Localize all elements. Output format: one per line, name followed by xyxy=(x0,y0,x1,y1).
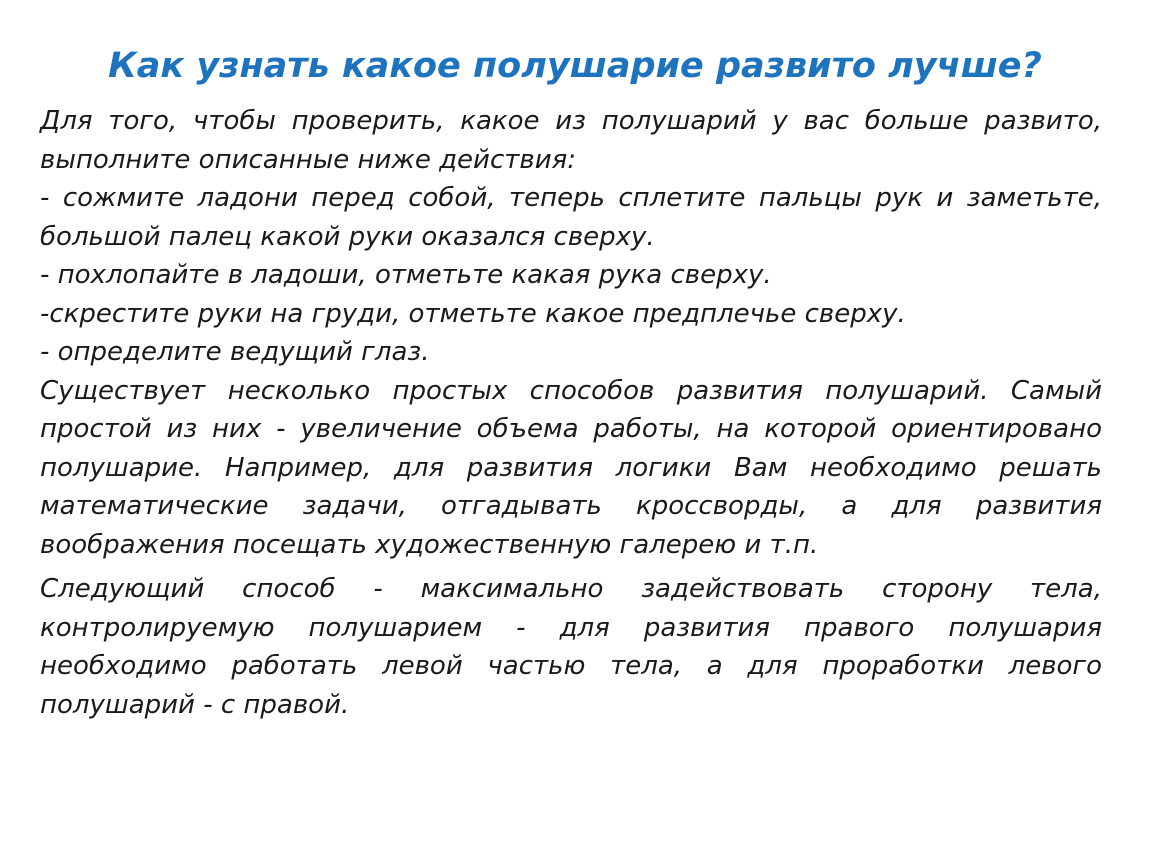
step-clap: - похлопайте в ладоши, отметьте какая рука сверху. xyxy=(40,260,772,290)
development-paragraph: Существует несколько простых способов развития полушарий. Самый простой из них - увеличение объема работы, на которой ориентировано полушарие. Например, для развития логики Вам необходимо решать математические задачи, отгадывать кроссворды, а для развития воображения посещать художественную галерею и т.п. xyxy=(40,375,1102,560)
slide-title: Как узнать какое полушарие развито лучше? xyxy=(108,46,1042,86)
intro-paragraph: Для того, чтобы проверить, какое из полушарий у вас больше развито, выполните описанные ниже действия: xyxy=(40,106,1102,175)
step-palms: - сожмите ладони перед собой, теперь сплетите пальцы рук и заметьте, большой палец какой руки оказался сверху. xyxy=(40,183,1102,252)
slide-body xyxy=(40,102,1102,724)
step-cross-arms: -скрестите руки на груди, отметьте какое предплечье сверху. xyxy=(40,298,906,329)
second-method-paragraph: Следующий способ - максимально задействовать сторону тела, контролируемую полушарием - для развития правого полушария необходимо работать левой частью тела, а для проработки левого полушарий - с правой. xyxy=(40,574,1102,720)
step-leading-eye: - определите ведущий глаз. xyxy=(40,337,430,367)
